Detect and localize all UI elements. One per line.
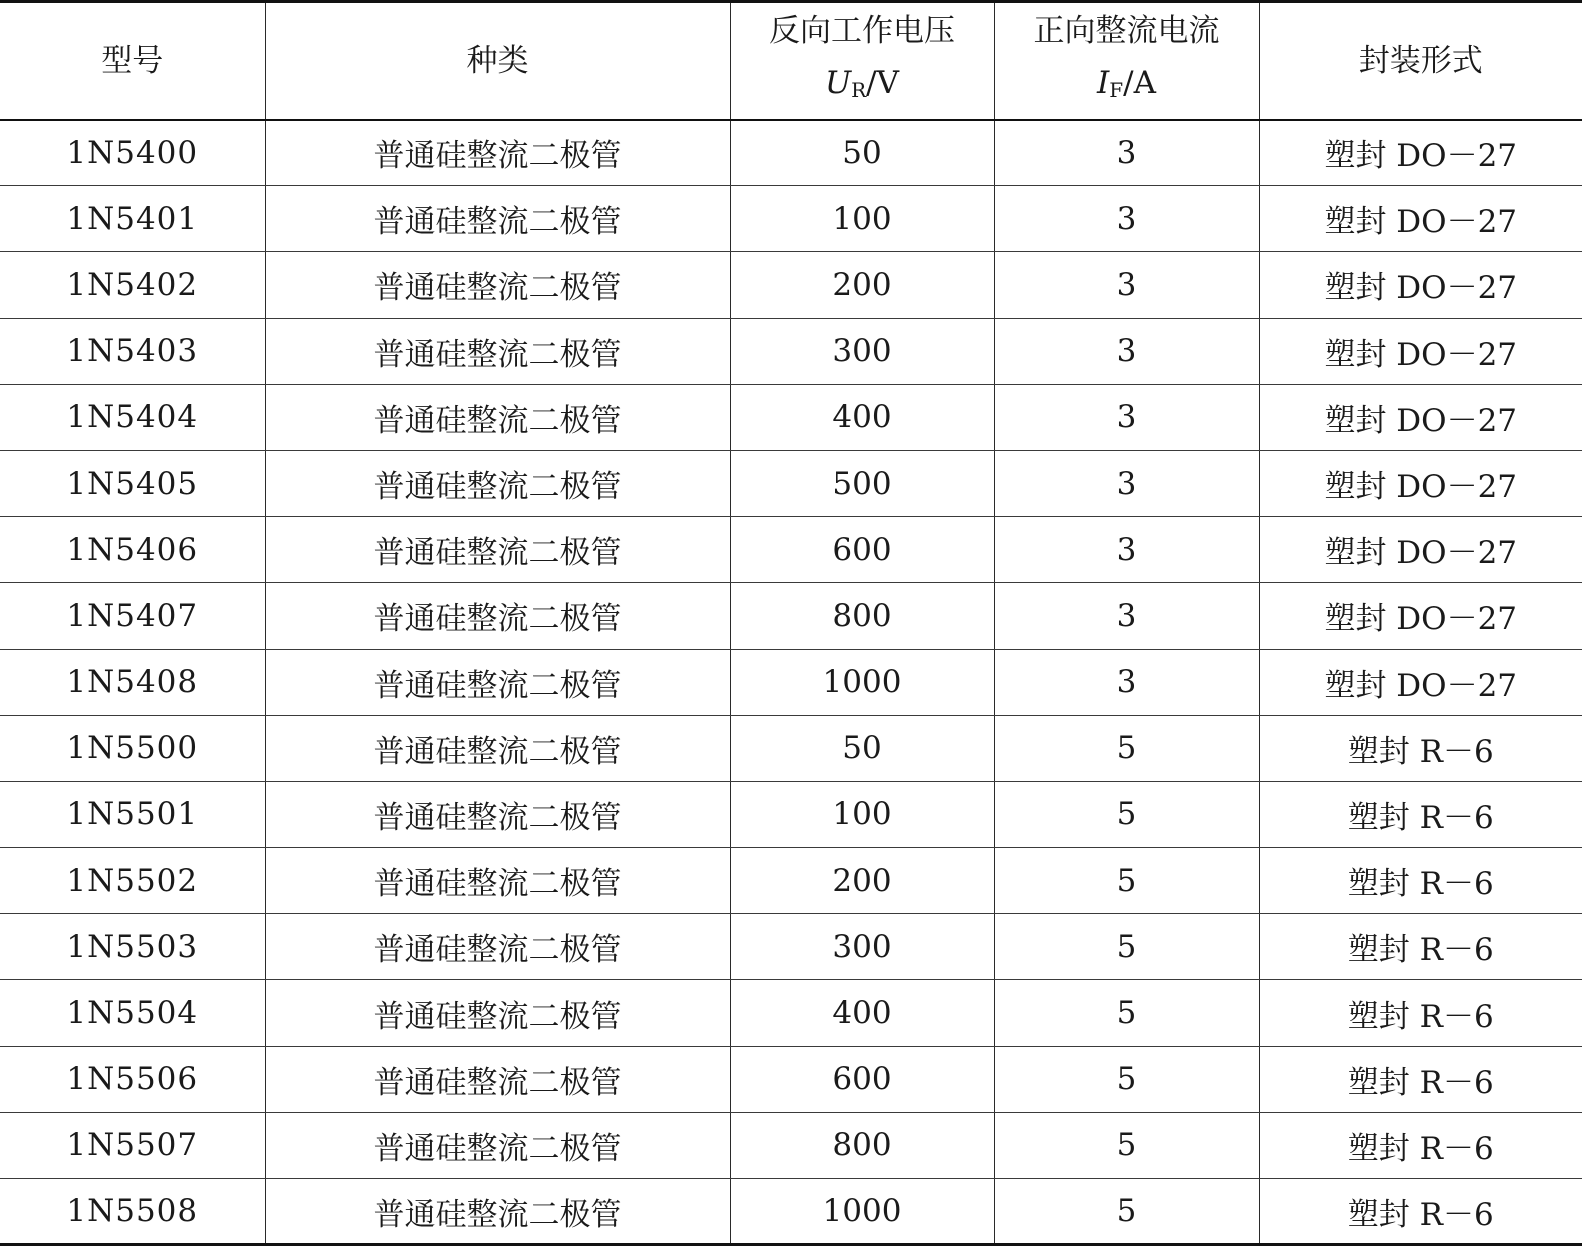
- model-cell: 1N5407: [0, 583, 265, 649]
- voltage-cell: 400: [730, 980, 994, 1046]
- voltage-cell: 500: [730, 450, 994, 516]
- type-cell: 普通硅整流二极管: [265, 1179, 730, 1245]
- type-cell: 普通硅整流二极管: [265, 848, 730, 914]
- package-cell: 塑封 DO－27: [1259, 450, 1582, 516]
- header-row: [0, 2, 1582, 120]
- type-cell: 普通硅整流二极管: [265, 914, 730, 980]
- header-current: [994, 2, 1259, 120]
- model-cell: 1N5405: [0, 450, 265, 516]
- model-cell: 1N5504: [0, 980, 265, 1046]
- voltage-cell: 1000: [730, 649, 994, 715]
- header-package: 封装形式: [1259, 2, 1582, 120]
- table-row: [0, 186, 1582, 252]
- package-cell: 塑封 R－6: [1259, 781, 1582, 847]
- voltage-cell: 600: [730, 1046, 994, 1112]
- current-cell: 3: [994, 649, 1259, 715]
- model-cell: 1N5403: [0, 318, 265, 384]
- header-voltage-symbol: $U_R/V$: [824, 65, 900, 103]
- table-row: [0, 781, 1582, 847]
- model-cell: 1N5404: [0, 384, 265, 450]
- header-voltage: [730, 2, 994, 120]
- model-cell: 1N5401: [0, 186, 265, 252]
- model-cell: 1N5501: [0, 781, 265, 847]
- package-cell: 塑封 R－6: [1259, 1112, 1582, 1178]
- model-cell: 1N5502: [0, 848, 265, 914]
- type-cell: 普通硅整流二极管: [265, 781, 730, 847]
- table-row: [0, 583, 1582, 649]
- current-cell: 3: [994, 252, 1259, 318]
- package-cell: 塑封 R－6: [1259, 914, 1582, 980]
- type-cell: 普通硅整流二极管: [265, 450, 730, 516]
- package-cell: 塑封 R－6: [1259, 1179, 1582, 1245]
- model-cell: 1N5500: [0, 715, 265, 781]
- model-cell: 1N5506: [0, 1046, 265, 1112]
- model-cell: 1N5400: [0, 120, 265, 186]
- type-cell: 普通硅整流二极管: [265, 186, 730, 252]
- current-cell: 5: [994, 1112, 1259, 1178]
- type-cell: 普通硅整流二极管: [265, 649, 730, 715]
- type-cell: 普通硅整流二极管: [265, 1046, 730, 1112]
- type-cell: 普通硅整流二极管: [265, 980, 730, 1046]
- type-cell: 普通硅整流二极管: [265, 1112, 730, 1178]
- type-cell: 普通硅整流二极管: [265, 120, 730, 186]
- voltage-cell: 50: [730, 715, 994, 781]
- table-row: [0, 1112, 1582, 1178]
- model-cell: 1N5408: [0, 649, 265, 715]
- table-row: [0, 649, 1582, 715]
- current-cell: 5: [994, 781, 1259, 847]
- type-cell: 普通硅整流二极管: [265, 517, 730, 583]
- model-cell: 1N5503: [0, 914, 265, 980]
- table-row: [0, 318, 1582, 384]
- voltage-cell: 400: [730, 384, 994, 450]
- voltage-cell: 600: [730, 517, 994, 583]
- current-cell: 5: [994, 1179, 1259, 1245]
- package-cell: 塑封 DO－27: [1259, 120, 1582, 186]
- table-row: [0, 1179, 1582, 1245]
- package-cell: 塑封 DO－27: [1259, 252, 1582, 318]
- table-header: [0, 2, 1582, 120]
- table-row: [0, 1046, 1582, 1112]
- current-cell: 3: [994, 583, 1259, 649]
- type-cell: 普通硅整流二极管: [265, 318, 730, 384]
- current-cell: 5: [994, 1046, 1259, 1112]
- package-cell: 塑封 R－6: [1259, 848, 1582, 914]
- package-cell: 塑封 R－6: [1259, 715, 1582, 781]
- voltage-cell: 300: [730, 318, 994, 384]
- package-cell: 塑封 DO－27: [1259, 318, 1582, 384]
- table-row: [0, 252, 1582, 318]
- current-cell: 3: [994, 517, 1259, 583]
- package-cell: 塑封 DO－27: [1259, 384, 1582, 450]
- package-cell: 塑封 DO－27: [1259, 649, 1582, 715]
- package-cell: 塑封 R－6: [1259, 1046, 1582, 1112]
- model-cell: 1N5508: [0, 1179, 265, 1245]
- current-cell: 5: [994, 848, 1259, 914]
- package-cell: 塑封 DO－27: [1259, 517, 1582, 583]
- table-row: [0, 450, 1582, 516]
- table-row: [0, 715, 1582, 781]
- type-cell: 普通硅整流二极管: [265, 583, 730, 649]
- header-model: 型号: [0, 2, 265, 120]
- header-type: 种类: [265, 2, 730, 120]
- voltage-cell: 200: [730, 848, 994, 914]
- header-current-title: 正向整流电流: [1033, 13, 1220, 50]
- voltage-cell: 300: [730, 914, 994, 980]
- voltage-cell: 50: [730, 120, 994, 186]
- table-row: [0, 980, 1582, 1046]
- model-cell: 1N5406: [0, 517, 265, 583]
- voltage-cell: 800: [730, 1112, 994, 1178]
- current-cell: 5: [994, 715, 1259, 781]
- table-row: [0, 384, 1582, 450]
- current-cell: 5: [994, 980, 1259, 1046]
- package-cell: 塑封 R－6: [1259, 980, 1582, 1046]
- voltage-cell: 1000: [730, 1179, 994, 1245]
- voltage-cell: 200: [730, 252, 994, 318]
- type-cell: 普通硅整流二极管: [265, 252, 730, 318]
- table-row: [0, 914, 1582, 980]
- header-voltage-title: 反向工作电压: [769, 13, 955, 50]
- table-row: [0, 517, 1582, 583]
- current-cell: 3: [994, 120, 1259, 186]
- voltage-cell: 100: [730, 186, 994, 252]
- current-cell: 5: [994, 914, 1259, 980]
- table-row: [0, 120, 1582, 186]
- model-cell: 1N5402: [0, 252, 265, 318]
- package-cell: 塑封 DO－27: [1259, 186, 1582, 252]
- table-body: [0, 120, 1582, 1245]
- voltage-cell: 800: [730, 583, 994, 649]
- package-cell: 塑封 DO－27: [1259, 583, 1582, 649]
- type-cell: 普通硅整流二极管: [265, 715, 730, 781]
- header-current-symbol: $I_F/A$: [1097, 65, 1156, 103]
- current-cell: 3: [994, 450, 1259, 516]
- current-cell: 3: [994, 318, 1259, 384]
- voltage-cell: 100: [730, 781, 994, 847]
- type-cell: 普通硅整流二极管: [265, 384, 730, 450]
- current-cell: 3: [994, 384, 1259, 450]
- model-cell: 1N5507: [0, 1112, 265, 1178]
- table-row: [0, 848, 1582, 914]
- current-cell: 3: [994, 186, 1259, 252]
